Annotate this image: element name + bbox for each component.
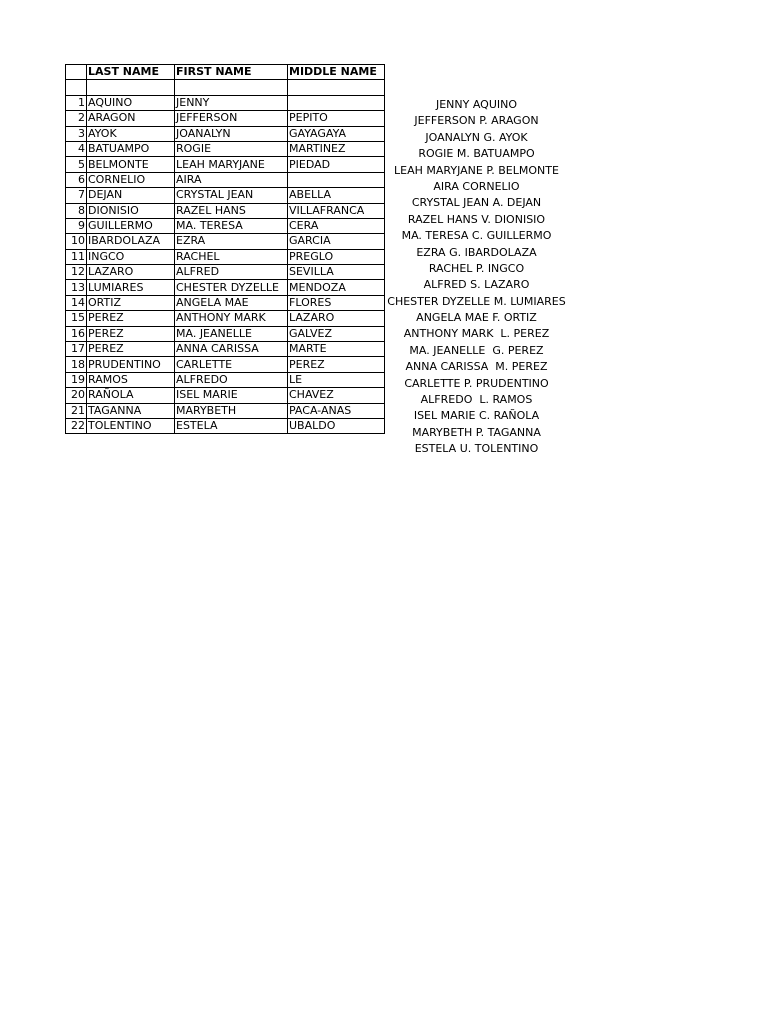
full-name-cell[interactable]: CARLETTE P. PRUDENTINO: [404, 376, 549, 390]
last-name-cell[interactable]: PEREZ: [87, 311, 175, 326]
last-name-cell[interactable]: INGCO: [87, 249, 175, 264]
blank-cell[interactable]: [175, 80, 288, 95]
row-number-cell[interactable]: 9: [66, 218, 87, 233]
full-name-cell[interactable]: ISEL MARIE C. RAÑOLA: [413, 409, 540, 423]
middle-name-cell[interactable]: LAZARO: [288, 311, 385, 326]
row-number-cell[interactable]: 10: [66, 234, 87, 249]
last-name-cell[interactable]: RAÑOLA: [87, 388, 175, 403]
last-name-cell[interactable]: CORNELIO: [87, 172, 175, 187]
full-name-cell[interactable]: LEAH MARYJANE P. BELMONTE: [394, 163, 559, 177]
middle-name-cell[interactable]: GARCIA: [288, 234, 385, 249]
first-name-cell[interactable]: LEAH MARYJANE: [175, 157, 288, 172]
row-number-cell[interactable]: 21: [66, 403, 87, 418]
last-name-cell[interactable]: ORTIZ: [87, 295, 175, 310]
first-name-cell[interactable]: AIRA: [175, 172, 288, 187]
table-row: [66, 265, 385, 280]
header-row: [66, 65, 385, 80]
row-number-cell[interactable]: 12: [66, 265, 87, 280]
blank-cell[interactable]: [288, 80, 385, 95]
header-last-name[interactable]: LAST NAME: [87, 65, 175, 80]
last-name-cell[interactable]: BATUAMPO: [87, 141, 175, 156]
last-name-cell[interactable]: AQUINO: [87, 95, 175, 110]
full-name-cell[interactable]: MA. JEANELLE G. PEREZ: [409, 343, 544, 357]
last-name-cell[interactable]: RAMOS: [87, 372, 175, 387]
table-row: [66, 403, 385, 418]
middle-name-cell[interactable]: CHAVEZ: [288, 388, 385, 403]
first-name-cell[interactable]: ALFRED: [175, 265, 288, 280]
table-row: [66, 111, 385, 126]
first-name-cell[interactable]: CHESTER DYZELLE: [175, 280, 288, 295]
full-name-cell[interactable]: CRYSTAL JEAN A. DEJAN: [411, 196, 542, 210]
table-row: [66, 418, 385, 433]
middle-name-cell[interactable]: PEREZ: [288, 357, 385, 372]
blank-cell[interactable]: [66, 80, 87, 95]
row-number-cell[interactable]: 8: [66, 203, 87, 218]
middle-name-cell[interactable]: SEVILLA: [288, 265, 385, 280]
table-row: [66, 126, 385, 141]
row-number-cell[interactable]: 4: [66, 141, 87, 156]
middle-name-cell[interactable]: CERA: [288, 218, 385, 233]
row-number-cell[interactable]: 5: [66, 157, 87, 172]
full-name-cell[interactable]: RAZEL HANS V. DIONISIO: [407, 212, 546, 226]
last-name-cell[interactable]: LUMIARES: [87, 280, 175, 295]
full-name-cell[interactable]: MA. TERESA C. GUILLERMO: [401, 229, 552, 243]
middle-name-cell[interactable]: PEPITO: [288, 111, 385, 126]
full-name-cell[interactable]: ANGELA MAE F. ORTIZ: [416, 311, 537, 325]
table-row: [66, 95, 385, 110]
middle-name-cell[interactable]: [288, 95, 385, 110]
last-name-cell[interactable]: PEREZ: [87, 326, 175, 341]
first-name-cell[interactable]: ROGIE: [175, 141, 288, 156]
full-name-cell[interactable]: ANTHONY MARK L. PEREZ: [403, 327, 550, 341]
row-number-cell[interactable]: 17: [66, 342, 87, 357]
row-number-cell[interactable]: 20: [66, 388, 87, 403]
middle-name-cell[interactable]: LE: [288, 372, 385, 387]
last-name-cell[interactable]: TAGANNA: [87, 403, 175, 418]
first-name-cell[interactable]: ANGELA MAE: [175, 295, 288, 310]
row-number-cell[interactable]: 15: [66, 311, 87, 326]
table-row: [66, 172, 385, 187]
last-name-cell[interactable]: PEREZ: [87, 342, 175, 357]
full-name-cell[interactable]: ANNA CARISSA M. PEREZ: [405, 360, 548, 374]
header-first-name[interactable]: FIRST NAME: [175, 65, 288, 80]
first-name-cell[interactable]: ANNA CARISSA: [175, 342, 288, 357]
row-number-cell[interactable]: 19: [66, 372, 87, 387]
blank-cell[interactable]: [87, 80, 175, 95]
full-name-cell[interactable]: ROGIE M. BATUAMPO: [418, 147, 535, 161]
middle-name-cell[interactable]: MENDOZA: [288, 280, 385, 295]
table-row: [66, 295, 385, 310]
full-name-cell[interactable]: ALFREDO L. RAMOS: [420, 393, 533, 407]
row-number-cell[interactable]: 14: [66, 295, 87, 310]
first-name-cell[interactable]: JOANALYN: [175, 126, 288, 141]
first-name-cell[interactable]: JENNY: [175, 95, 288, 110]
full-name-cell[interactable]: JOANALYN G. AYOK: [425, 130, 528, 144]
middle-name-cell[interactable]: PIEDAD: [288, 157, 385, 172]
first-name-cell[interactable]: CARLETTE: [175, 357, 288, 372]
full-name-cell[interactable]: EZRA G. IBARDOLAZA: [416, 245, 537, 259]
table-row: [66, 388, 385, 403]
first-name-cell[interactable]: CRYSTAL JEAN: [175, 188, 288, 203]
first-name-cell[interactable]: ANTHONY MARK: [175, 311, 288, 326]
table-row: [66, 249, 385, 264]
first-name-cell[interactable]: MA. TERESA: [175, 218, 288, 233]
table-row: [66, 203, 385, 218]
last-name-cell[interactable]: TOLENTINO: [87, 418, 175, 433]
last-name-cell[interactable]: GUILLERMO: [87, 218, 175, 233]
last-name-cell[interactable]: PRUDENTINO: [87, 357, 175, 372]
middle-name-cell[interactable]: MARTINEZ: [288, 141, 385, 156]
middle-name-cell[interactable]: [288, 172, 385, 187]
last-name-cell[interactable]: DEJAN: [87, 188, 175, 203]
middle-name-cell[interactable]: GAYAGAYA: [288, 126, 385, 141]
last-name-cell[interactable]: AYOK: [87, 126, 175, 141]
row-number-cell[interactable]: 13: [66, 280, 87, 295]
last-name-cell[interactable]: IBARDOLAZA: [87, 234, 175, 249]
table-row: [66, 280, 385, 295]
row-number-cell[interactable]: 16: [66, 326, 87, 341]
full-name-cell[interactable]: JEFFERSON P. ARAGON: [414, 114, 539, 128]
table-row: [66, 188, 385, 203]
full-name-column: [384, 97, 569, 458]
first-name-cell[interactable]: RACHEL: [175, 249, 288, 264]
full-name-cell[interactable]: RACHEL P. INGCO: [428, 261, 525, 275]
row-number-cell[interactable]: 6: [66, 172, 87, 187]
middle-name-cell[interactable]: GALVEZ: [288, 326, 385, 341]
table-row: [66, 357, 385, 372]
first-name-cell[interactable]: MARYBETH: [175, 403, 288, 418]
last-name-cell[interactable]: LAZARO: [87, 265, 175, 280]
first-name-cell[interactable]: MA. JEANELLE: [175, 326, 288, 341]
full-name-cell[interactable]: ALFRED S. LAZARO: [423, 278, 530, 292]
first-name-cell[interactable]: ISEL MARIE: [175, 388, 288, 403]
full-name-cell[interactable]: CHESTER DYZELLE M. LUMIARES: [387, 294, 566, 308]
name-table: [65, 64, 385, 434]
table-row: [66, 372, 385, 387]
first-name-cell[interactable]: EZRA: [175, 234, 288, 249]
first-name-cell[interactable]: ALFREDO: [175, 372, 288, 387]
last-name-cell[interactable]: BELMONTE: [87, 157, 175, 172]
table-row: [66, 218, 385, 233]
table-row: [66, 234, 385, 249]
middle-name-cell[interactable]: ABELLA: [288, 188, 385, 203]
blank-row: [66, 80, 385, 95]
row-number-cell[interactable]: 7: [66, 188, 87, 203]
table-row: [66, 342, 385, 357]
full-name-cell[interactable]: MARYBETH P. TAGANNA: [412, 425, 541, 439]
table-row: [66, 311, 385, 326]
header-num-cell[interactable]: [66, 65, 87, 80]
header-middle-name[interactable]: MIDDLE NAME: [288, 65, 385, 80]
middle-name-cell[interactable]: MARTE: [288, 342, 385, 357]
first-name-cell[interactable]: JEFFERSON: [175, 111, 288, 126]
middle-name-cell[interactable]: PREGLO: [288, 249, 385, 264]
row-number-cell[interactable]: 22: [66, 418, 87, 433]
last-name-cell[interactable]: DIONISIO: [87, 203, 175, 218]
table-row: [66, 326, 385, 341]
table-row: [66, 141, 385, 156]
middle-name-cell[interactable]: FLORES: [288, 295, 385, 310]
full-name-cell[interactable]: AIRA CORNELIO: [433, 179, 520, 193]
middle-name-cell[interactable]: UBALDO: [288, 418, 385, 433]
first-name-cell[interactable]: RAZEL HANS: [175, 203, 288, 218]
row-number-cell[interactable]: 1: [66, 95, 87, 110]
first-name-cell[interactable]: ESTELA: [175, 418, 288, 433]
full-name-cell[interactable]: ESTELA U. TOLENTINO: [414, 442, 539, 456]
full-name-cell[interactable]: JENNY AQUINO: [435, 98, 518, 111]
middle-name-cell[interactable]: PACA-ANAS: [288, 403, 385, 418]
row-number-cell[interactable]: 2: [66, 111, 87, 126]
table-row: [66, 157, 385, 172]
row-number-cell[interactable]: 11: [66, 249, 87, 264]
last-name-cell[interactable]: ARAGON: [87, 111, 175, 126]
row-number-cell[interactable]: 18: [66, 357, 87, 372]
middle-name-cell[interactable]: VILLAFRANCA: [288, 203, 385, 218]
row-number-cell[interactable]: 3: [66, 126, 87, 141]
